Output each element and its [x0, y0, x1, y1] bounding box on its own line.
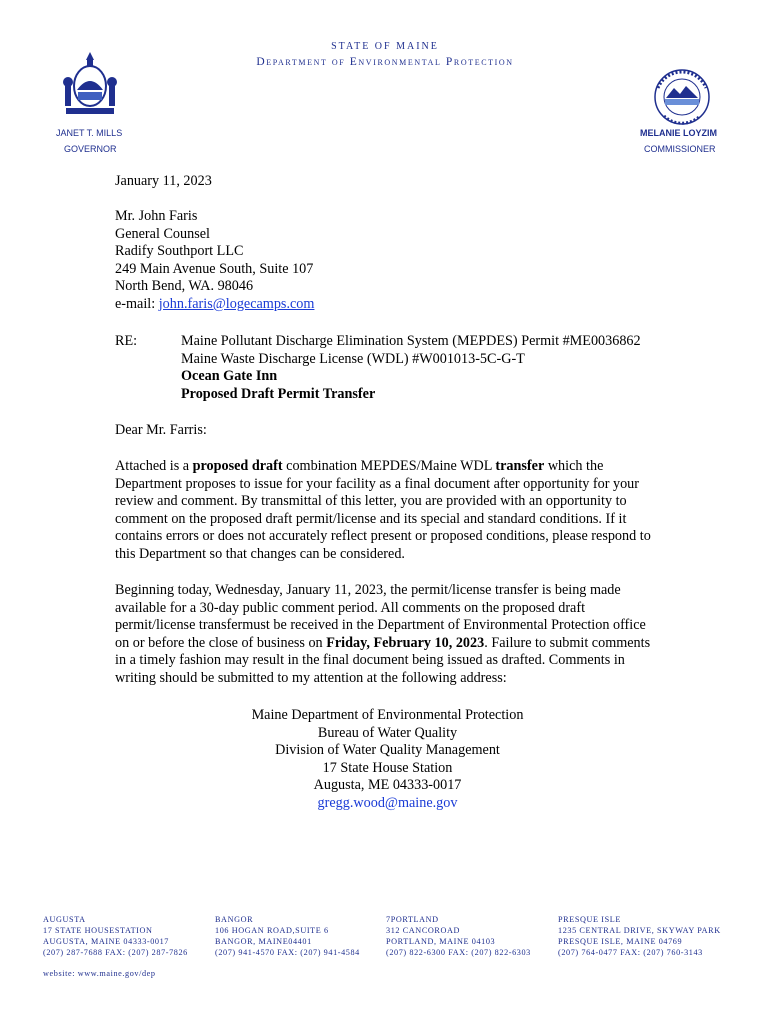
office-phone: (207) 941-4570 FAX: (207) 941-4584: [215, 948, 360, 957]
paragraph-line: on or before the close of business on Friday, February 10, 2023. Failure to submit comments: [115, 634, 651, 651]
mailing-email-link[interactable]: gregg.wood@maine.gov: [317, 794, 458, 811]
recipient-email-link[interactable]: john.faris@logecamps.com: [158, 295, 315, 312]
footer-office-augusta: [43, 914, 188, 958]
re-line: Maine Pollutant Discharge Elimination System (MEPDES) Permit #ME0036862: [181, 333, 641, 349]
paragraph-line: available for a 30-day public comment period. All comments on the proposed draft: [115, 599, 586, 616]
recipient-line: North Bend, WA. 98046: [115, 278, 254, 295]
governor-name: JANET T. MILLS: [56, 128, 123, 138]
mailing-line: 17 State House Station: [322, 759, 453, 776]
dep-seal-icon: [646, 68, 718, 126]
recipient-line: 249 Main Avenue South, Suite 107: [115, 260, 314, 277]
letter-date: January 11, 2023: [115, 173, 212, 189]
recipient-line: General Counsel: [115, 225, 210, 242]
office-citystate: PRESQUE ISLE, MAINE 04769: [558, 937, 683, 946]
recipient-address: [115, 208, 314, 314]
re-label: RE:: [115, 333, 138, 349]
office-phone: (207) 764-0477 FAX: (207) 760-3143: [558, 948, 703, 957]
paragraph-line: writing should be submitted to my attention at the following address:: [115, 669, 507, 686]
department-heading: Department of Environmental Protection: [256, 56, 514, 68]
footer-office-portland: [386, 914, 531, 958]
paragraph-line: this Department so that changes can be considered.: [115, 545, 405, 562]
footer-website-link[interactable]: website: www.maine.gov/dep: [43, 969, 156, 978]
re-facility: Ocean Gate Inn: [181, 368, 278, 385]
recipient-email-line: [115, 296, 314, 314]
re-subject: [181, 333, 641, 403]
footer-office-presque-isle: [558, 914, 721, 958]
office-city: AUGUSTA: [43, 915, 86, 924]
email-label: e-mail:: [115, 295, 159, 312]
re-action: Proposed Draft Permit Transfer: [181, 385, 376, 402]
office-phone: (207) 822-6300 FAX: (207) 822-6303: [386, 948, 531, 957]
paragraph-2: [115, 582, 695, 688]
paragraph-line: permit/license transfermust be received in the Department of Environmental Protection office: [115, 617, 646, 634]
footer-office-bangor: [215, 914, 360, 958]
office-address: 106 HOGAN ROAD,SUITE 6: [215, 926, 329, 935]
re-line: Maine Waste Discharge License (WDL) #W001013-5C-G-T: [181, 350, 525, 367]
recipient-line: Mr. John Faris: [115, 208, 198, 224]
office-citystate: BANGOR, MAINE04401: [215, 937, 312, 946]
commissioner-title: COMMISSIONER: [644, 144, 716, 154]
office-address: 17 STATE HOUSESTATION: [43, 926, 153, 935]
paragraph-line: in a timely fashion may result in the final document being issued as drafted. Comments in: [115, 652, 625, 669]
paragraph-line: Beginning today, Wednesday, January 11, 2023, the permit/license transfer is being made: [115, 582, 621, 598]
office-citystate: AUGUSTA, MAINE 04333-0017: [43, 937, 170, 946]
paragraph-line: comment on the proposed draft permit/license and its special and standard conditions. If it: [115, 510, 627, 527]
mailing-address: [0, 707, 770, 813]
state-seal-icon: [60, 50, 120, 118]
state-heading: STATE OF MAINE: [331, 41, 439, 52]
salutation: Dear Mr. Farris:: [115, 422, 207, 438]
office-address: 312 CANCOROAD: [386, 926, 460, 935]
mailing-line: Maine Department of Environmental Protection: [251, 707, 524, 723]
paragraph-line: review and comment. By transmittal of this letter, you are provided with an opportunity to: [115, 493, 627, 510]
mailing-line: Augusta, ME 04333-0017: [313, 777, 462, 794]
office-citystate: PORTLAND, MAINE 04103: [386, 937, 496, 946]
mailing-line: Bureau of Water Quality: [317, 724, 458, 741]
office-city: BANGOR: [215, 915, 254, 924]
governor-title: GOVERNOR: [64, 144, 117, 154]
office-address: 1235 CENTRAL DRIVE, SKYWAY PARK: [558, 926, 721, 935]
paragraph-line: Attached is a proposed draft combination MEPDES/Maine WDL transfer which the: [115, 458, 604, 474]
office-phone: (207) 287-7688 FAX: (207) 287-7826: [43, 948, 188, 957]
commissioner-name: MELANIE LOYZIM: [640, 128, 717, 138]
paragraph-line: contains errors or does not accurately reflect present or proposed conditions, please respond to: [115, 528, 651, 545]
recipient-line: Radify Southport LLC: [115, 243, 244, 260]
paragraph-1: [115, 458, 695, 564]
paragraph-line: Department proposes to issue for your facility as a final document after opportunity for your: [115, 475, 640, 492]
mailing-line: Division of Water Quality Management: [275, 742, 500, 759]
office-city: PRESQUE ISLE: [558, 915, 621, 924]
office-city: 7PORTLAND: [386, 915, 439, 924]
